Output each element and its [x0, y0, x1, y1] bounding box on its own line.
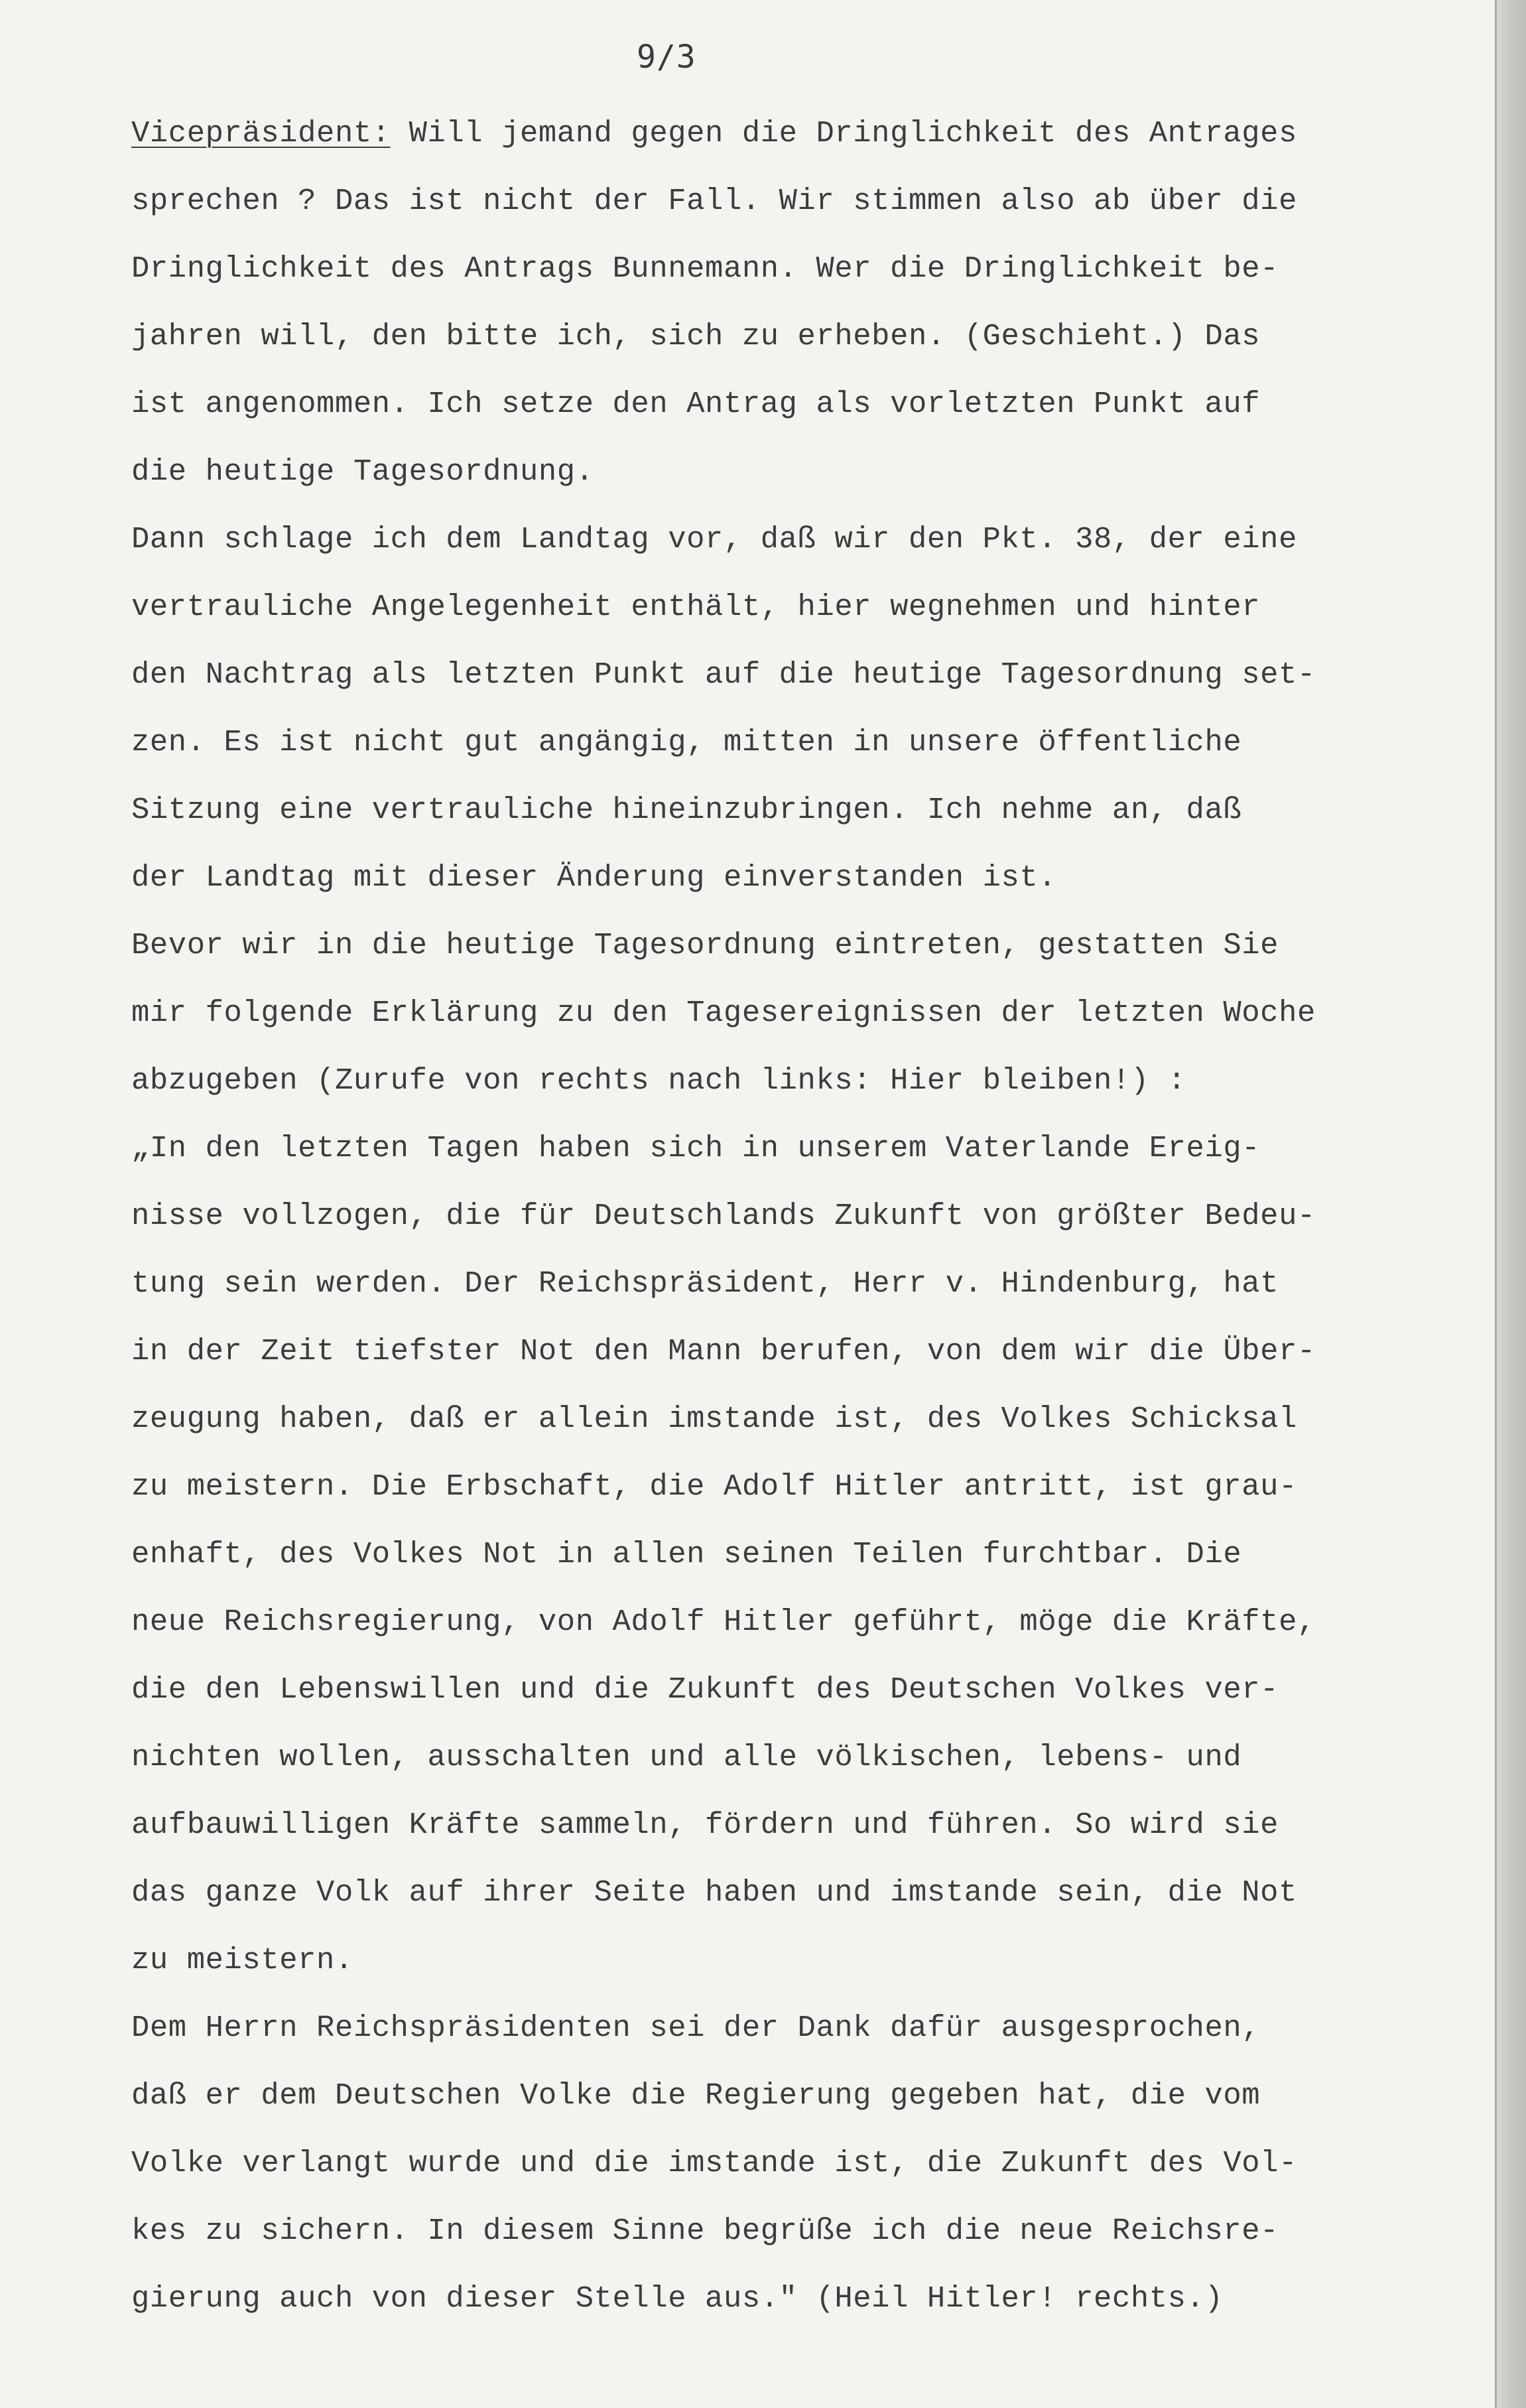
text-line: nichten wollen, ausschalten und alle völkischen, lebens- und	[131, 1740, 1242, 1774]
text-line: zu meistern.	[131, 1943, 353, 1977]
page-number: 9/3	[637, 38, 696, 76]
text-line: mir folgende Erklärung zu den Tagesereignissen der letzten Woche	[131, 996, 1316, 1030]
text-line: zeugung haben, daß er allein imstande ist, des Volkes Schicksal	[131, 1402, 1297, 1436]
text-line: Bevor wir in die heutige Tagesordnung eintreten, gestatten Sie	[131, 928, 1279, 963]
text-line: den Nachtrag als letzten Punkt auf die heutige Tagesordnung set-	[131, 657, 1316, 692]
speaker-label: Vicepräsident:	[131, 116, 391, 151]
text-line: kes zu sichern. In diesem Sinne begrüße ich die neue Reichsre-	[131, 2214, 1279, 2248]
text-line: enhaft, des Volkes Not in allen seinen Teilen furchtbar. Die	[131, 1537, 1242, 1572]
text-line: aufbauwilligen Kräfte sammeln, fördern und führen. So wird sie	[131, 1808, 1279, 1842]
text-line: Sitzung eine vertrauliche hineinzubringen. Ich nehme an, daß	[131, 793, 1242, 827]
text-line: der Landtag mit dieser Änderung einverstanden ist.	[131, 860, 1057, 895]
text-line: jahren will, den bitte ich, sich zu erheben. (Geschieht.) Das	[131, 319, 1261, 354]
text-line: daß er dem Deutschen Volke die Regierung gegeben hat, die vom	[131, 2078, 1261, 2113]
text-line: tung sein werden. Der Reichspräsident, Herr v. Hindenburg, hat	[131, 1266, 1279, 1301]
text-line: gierung auch von dieser Stelle aus." (Heil Hitler! rechts.)	[131, 2281, 1224, 2316]
text-line: die den Lebenswillen und die Zukunft des Deutschen Volkes ver-	[131, 1672, 1279, 1707]
typescript-body	[131, 100, 1497, 2332]
text-line: „In den letzten Tagen haben sich in unserem Vaterlande Ereig-	[131, 1131, 1261, 1166]
text-line: Dem Herrn Reichspräsidenten sei der Dank dafür ausgesprochen,	[131, 2011, 1261, 2045]
text-line-content: Will jemand gegen die Dringlichkeit des Antrages	[390, 116, 1297, 151]
text-line: Volke verlangt wurde und die imstande ist, die Zukunft des Vol-	[131, 2146, 1297, 2180]
text-line: neue Reichsregierung, von Adolf Hitler geführt, möge die Kräfte,	[131, 1605, 1316, 1639]
text-line: zen. Es ist nicht gut angängig, mitten in unsere öffentliche	[131, 725, 1242, 760]
text-line: zu meistern. Die Erbschaft, die Adolf Hitler antritt, ist grau-	[131, 1469, 1297, 1504]
text-line: die heutige Tagesordnung.	[131, 454, 594, 489]
text-line	[131, 100, 1497, 167]
text-line: in der Zeit tiefster Not den Mann berufen, von dem wir die Über-	[131, 1334, 1316, 1369]
text-line: abzugeben (Zurufe von rechts nach links: Hier bleiben!) :	[131, 1063, 1186, 1098]
paper-edge	[1497, 0, 1526, 2408]
text-line: nisse vollzogen, die für Deutschlands Zukunft von größter Bedeu-	[131, 1199, 1316, 1233]
text-line: Dringlichkeit des Antrags Bunnemann. Wer die Dringlichkeit be-	[131, 251, 1279, 286]
text-line: vertrauliche Angelegenheit enthält, hier wegnehmen und hinter	[131, 590, 1261, 624]
text-line: Dann schlage ich dem Landtag vor, daß wir den Pkt. 38, der eine	[131, 522, 1297, 557]
text-line: sprechen ? Das ist nicht der Fall. Wir stimmen also ab über die	[131, 184, 1297, 218]
text-line: das ganze Volk auf ihrer Seite haben und imstande sein, die Not	[131, 1875, 1297, 1910]
text-line: ist angenommen. Ich setze den Antrag als vorletzten Punkt auf	[131, 387, 1261, 421]
